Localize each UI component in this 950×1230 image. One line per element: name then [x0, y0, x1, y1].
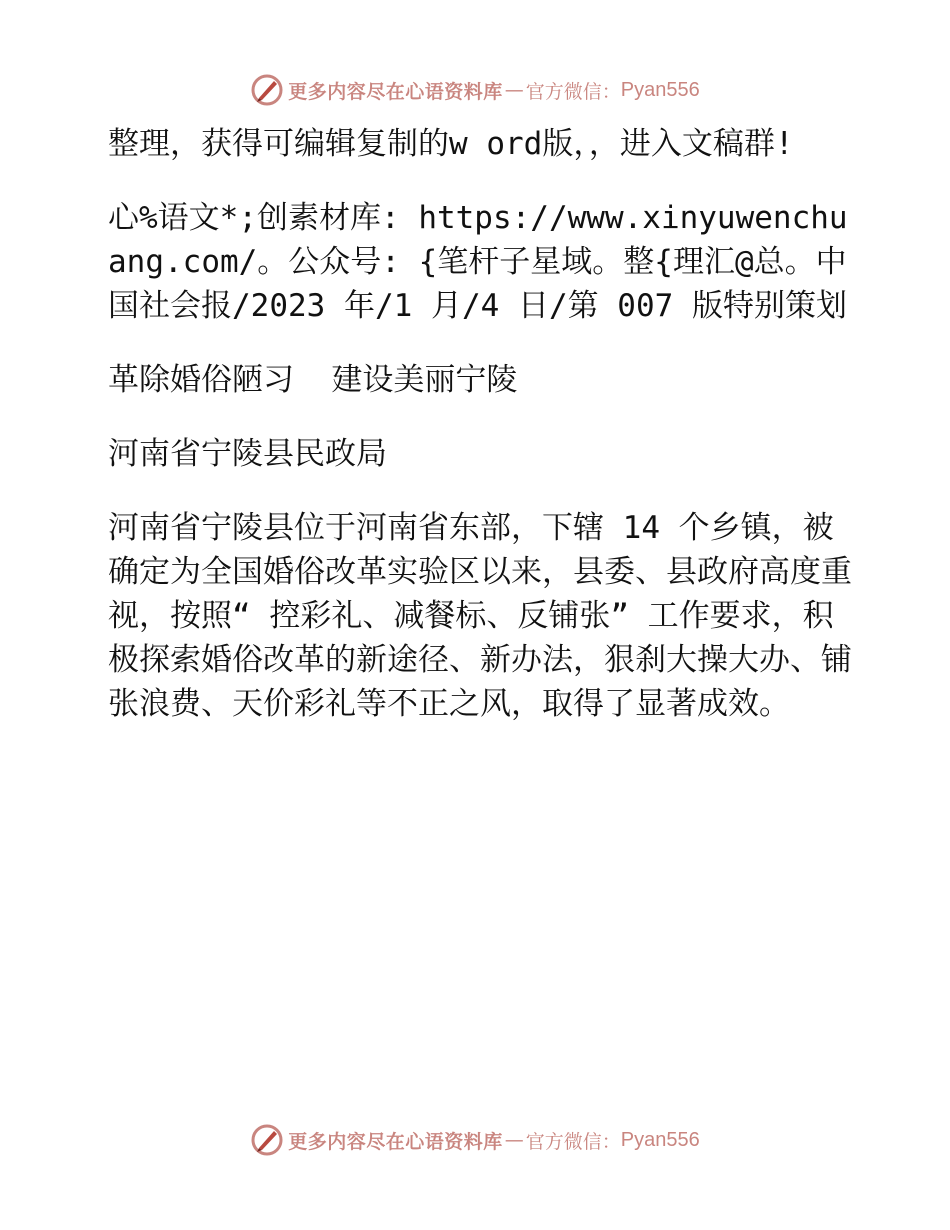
footer-banner-text: 更多内容尽在心语资料库 — [288, 1130, 503, 1153]
source-paragraph: 心%语文*;创素材库: https://www.xinyuwenchuang.com/。公众号: {笔杆子星域。整{理汇@总。中国社会报/2023 年/1 月/4 日/第 007 版特别策划 — [108, 200, 848, 324]
article-author: 河南省宁陵县民政局 — [108, 436, 387, 472]
quill-logo-icon — [250, 73, 284, 107]
header-banner — [0, 70, 950, 110]
header-wechat-id: Pyan556 — [620, 78, 700, 101]
footer-wechat-label: 官方微信： — [525, 1130, 621, 1153]
quill-logo-icon — [250, 1123, 284, 1157]
article-paragraph: 河南省宁陵县位于河南省东部，下辖 14 个乡镇，被确定为全国婚俗改革实验区以来，县委、县政府高度重视，按照“ 控彩礼、减餐标、反铺张” 工作要求，积极探索婚俗改革的新途径、新办法，狠刹大操大办、铺张浪费、天价彩礼等不正之风，取得了显著成效。 — [108, 510, 852, 722]
article-title: 革除婚俗陋习 建设美丽宁陵 — [108, 362, 518, 398]
intro-paragraph: 整理，获得可编辑复制的w ord版，，进入文稿群! — [108, 126, 794, 162]
header-separator: — — [504, 79, 524, 101]
footer-banner — [0, 1120, 950, 1160]
document-body — [96, 122, 856, 756]
header-banner-text: 更多内容尽在心语资料库 — [288, 80, 503, 103]
header-wechat-label: 官方微信： — [525, 80, 621, 103]
footer-separator: — — [504, 1129, 524, 1151]
footer-wechat-id: Pyan556 — [620, 1128, 700, 1151]
